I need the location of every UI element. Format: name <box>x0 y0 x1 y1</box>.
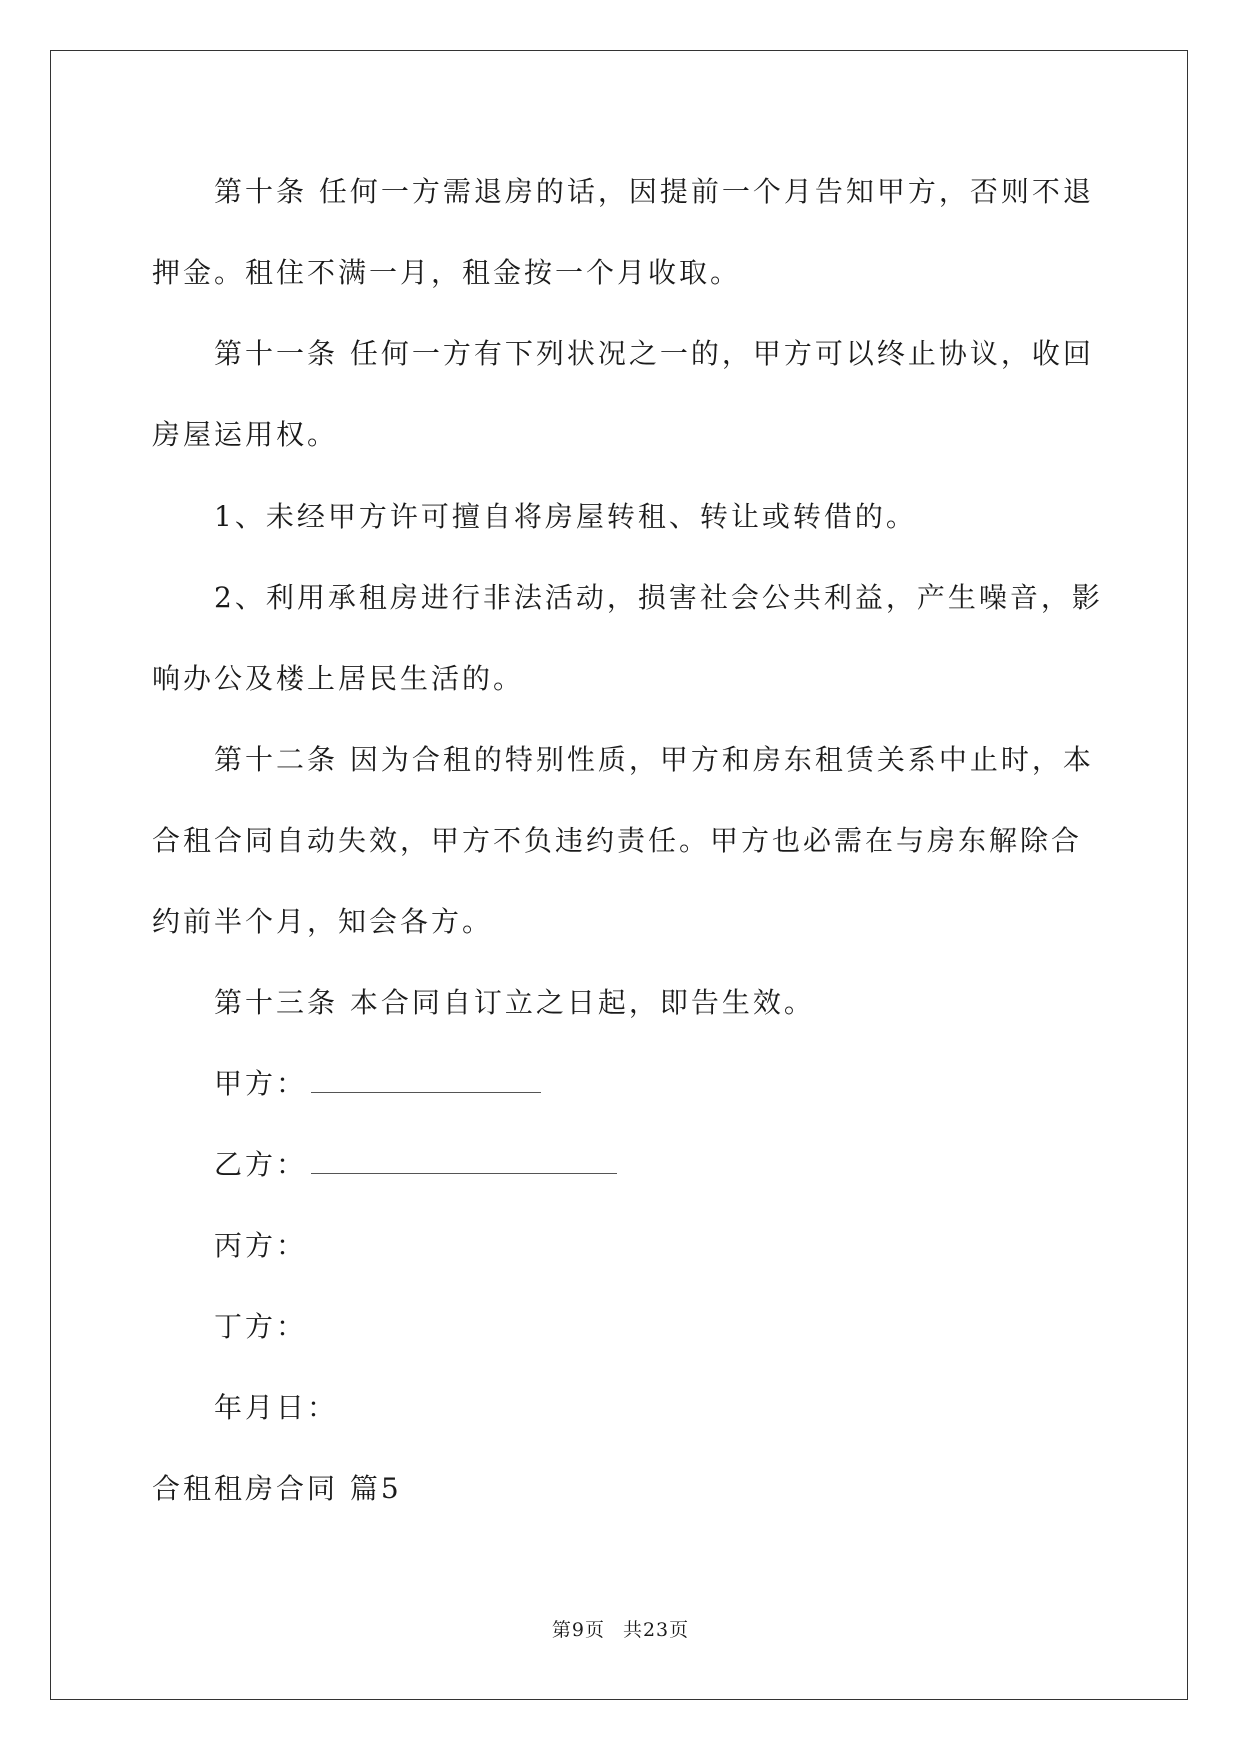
article-12-line-1: 第十二条 因为合租的特别性质，甲方和房东租赁关系中止时，本 <box>214 743 1094 776</box>
item-1: 1、未经甲方许可擅自将房屋转租、转让或转借的。 <box>214 500 917 533</box>
party-c-label: 丙方： <box>214 1229 308 1262</box>
article-10-line-2: 押金。租住不满一月，租金按一个月收取。 <box>152 256 742 289</box>
page-footer <box>0 1618 1241 1642</box>
party-b-label: 乙方： <box>214 1148 308 1181</box>
article-10-line-1: 第十条 任何一方需退房的话，因提前一个月告知甲方，否则不退 <box>214 175 1094 208</box>
article-11-line-2: 房屋运用权。 <box>152 418 339 451</box>
party-a-signature-line <box>311 1068 541 1093</box>
page-frame <box>50 50 1188 1700</box>
page-total: 共23页 <box>622 1619 690 1641</box>
party-d-label: 丁方： <box>214 1310 308 1343</box>
article-12-line-2: 合租合同自动失效，甲方不负违约责任。甲方也必需在与房东解除合 <box>152 824 1083 857</box>
item-2-line-2: 响办公及楼上居民生活的。 <box>152 662 525 695</box>
party-b-signature-line <box>311 1149 617 1174</box>
party-a-label: 甲方： <box>214 1067 308 1100</box>
date-label: 年月日： <box>214 1391 339 1424</box>
page-number: 第9页 <box>551 1619 605 1641</box>
item-2-line-1: 2、利用承租房进行非法活动，损害社会公共利益，产生噪音，影 <box>214 581 1103 614</box>
article-11-line-1: 第十一条 任何一方有下列状况之一的，甲方可以终止协议，收回 <box>214 337 1094 370</box>
next-section-title: 合租租房合同 篇5 <box>152 1472 402 1505</box>
article-12-line-3: 约前半个月，知会各方。 <box>152 905 494 938</box>
party-b-row <box>214 1145 617 1185</box>
party-a-row <box>214 1064 541 1104</box>
article-13: 第十三条 本合同自订立之日起，即告生效。 <box>214 986 815 1019</box>
